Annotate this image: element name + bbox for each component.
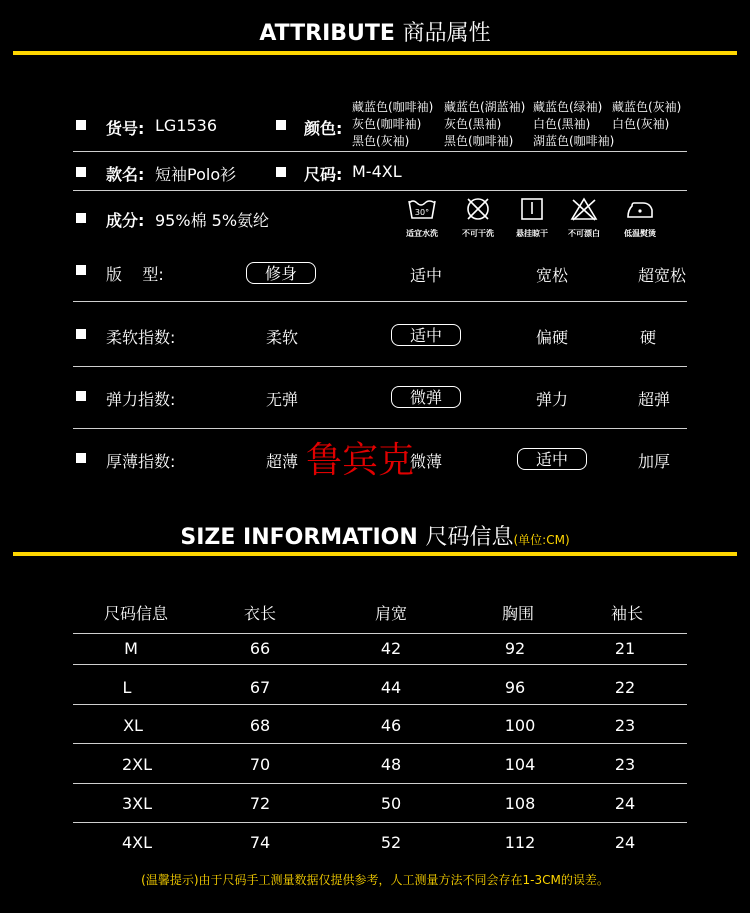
item-no-label: 货号: (106, 119, 145, 138)
table-cell: 21 (614, 639, 636, 658)
color-option: 白色(灰袖) (612, 117, 670, 131)
table-cell: 2XL (121, 755, 153, 774)
table-cell: 68 (249, 716, 271, 735)
softness-option-selected: 适中 (391, 324, 461, 346)
table-divider (73, 783, 687, 784)
care-label: 不可干洗 (462, 229, 494, 238)
size-header: 袖长 (610, 604, 643, 623)
elasticity-option: 超弹 (637, 390, 670, 409)
table-cell: 50 (380, 794, 402, 813)
thickness-option: 微薄 (409, 452, 442, 471)
table-divider (73, 743, 687, 744)
thickness-option: 超薄 (265, 452, 298, 471)
bullet (76, 167, 86, 177)
attribute-title-en: ATTRIBUTE (259, 21, 395, 46)
table-cell: 92 (504, 639, 526, 658)
color-option: 白色(黑袖) (533, 117, 591, 131)
bullet (276, 167, 286, 177)
table-cell: 42 (380, 639, 402, 658)
color-option: 黑色(咖啡袖) (444, 134, 514, 148)
row-divider (73, 366, 687, 367)
table-cell: 52 (380, 833, 402, 852)
table-cell: 4XL (121, 833, 153, 852)
bullet (76, 213, 86, 223)
fit-label: 版 型: (106, 265, 164, 284)
size-header: 尺码信息 (103, 604, 168, 623)
color-option: 黑色(灰袖) (352, 134, 410, 148)
table-divider (73, 664, 687, 665)
fit-option: 宽松 (535, 266, 568, 285)
elasticity-option: 无弹 (265, 390, 298, 409)
table-cell: L (122, 678, 132, 697)
table-cell: 112 (504, 833, 536, 852)
wash-30-icon (392, 196, 452, 224)
care-label: 低温熨烫 (624, 229, 656, 238)
care-label: 悬挂晾干 (516, 229, 548, 238)
hang-dry-icon (502, 196, 562, 224)
bullet (76, 391, 86, 401)
softness-option: 偏硬 (535, 328, 568, 347)
color-option: 湖蓝色(咖啡袖) (533, 134, 615, 148)
table-cell: 96 (504, 678, 526, 697)
size-divider (13, 552, 737, 556)
color-option: 灰色(咖啡袖) (352, 117, 422, 131)
size-header: 胸围 (501, 604, 534, 623)
size-info-unit: (单位:CM) (513, 533, 570, 547)
elasticity-option-selected: 微弹 (391, 386, 461, 408)
watermark: 鲁宾克 (306, 440, 415, 481)
bullet (276, 120, 286, 130)
size-label: 尺码: (304, 165, 343, 184)
fit-option: 适中 (409, 266, 442, 285)
color-option: 藏蓝色(灰袖) (612, 100, 682, 114)
table-cell: 108 (504, 794, 536, 813)
size-info-title-en: SIZE INFORMATION (180, 525, 418, 550)
size-header: 衣长 (243, 604, 276, 623)
table-cell: 3XL (121, 794, 153, 813)
elasticity-label: 弹力指数: (106, 390, 176, 409)
row-divider (73, 428, 687, 429)
table-cell: 72 (249, 794, 271, 813)
table-divider (73, 822, 687, 823)
table-cell: 24 (614, 794, 636, 813)
size-info-title-cn: 尺码信息 (425, 525, 514, 550)
table-cell: 23 (614, 716, 636, 735)
row-divider (73, 301, 687, 302)
color-option: 藏蓝色(绿袖) (533, 100, 603, 114)
color-label: 颜色: (304, 119, 343, 138)
table-cell: 44 (380, 678, 402, 697)
table-cell: 22 (614, 678, 636, 697)
row-divider (73, 151, 687, 152)
bullet (76, 453, 86, 463)
care-label: 不可漂白 (568, 229, 600, 238)
low-iron-icon (610, 196, 670, 224)
table-cell: 24 (614, 833, 636, 852)
fit-option: 超宽松 (637, 266, 686, 285)
color-option: 灰色(黑袖) (444, 117, 502, 131)
size-header: 肩宽 (374, 604, 407, 623)
size-info-title (0, 520, 750, 551)
table-divider (73, 704, 687, 705)
table-cell: 48 (380, 755, 402, 774)
table-cell: 70 (249, 755, 271, 774)
bullet (76, 329, 86, 339)
bullet (76, 265, 86, 275)
bullet (76, 120, 86, 130)
size-value: M-4XL (352, 162, 402, 181)
table-cell: XL (123, 716, 143, 735)
row-divider (73, 190, 687, 191)
material-label: 成分: (106, 211, 145, 230)
table-cell: M (124, 639, 138, 658)
table-cell: 46 (380, 716, 402, 735)
care-label: 适宜水洗 (406, 229, 438, 238)
attribute-title (0, 16, 750, 47)
no-dry-clean-icon (448, 196, 508, 224)
wash-temp-text: 30° (414, 208, 430, 217)
material-value: 95%棉 5%氨纶 (155, 211, 270, 230)
attribute-divider (13, 51, 737, 55)
style-label: 款名: (106, 165, 145, 184)
table-cell: 100 (504, 716, 536, 735)
table-cell: 67 (249, 678, 271, 697)
table-divider (73, 633, 687, 634)
softness-option: 硬 (639, 328, 656, 347)
table-cell: 104 (504, 755, 536, 774)
color-option: 藏蓝色(湖蓝袖) (444, 100, 526, 114)
table-cell: 23 (614, 755, 636, 774)
table-cell: 74 (249, 833, 271, 852)
color-option: 藏蓝色(咖啡袖) (352, 100, 434, 114)
item-no-value: LG1536 (155, 116, 218, 135)
style-value: 短袖Polo衫 (155, 165, 237, 184)
measurement-note: (温馨提示)由于尺码手工测量数据仅提供参考，人工测量方法不同会存在1-3CM的误差。 (141, 873, 609, 887)
thickness-option: 加厚 (637, 452, 670, 471)
softness-label: 柔软指数: (106, 328, 176, 347)
fit-option-selected: 修身 (246, 262, 316, 284)
softness-option: 柔软 (265, 328, 298, 347)
thickness-label: 厚薄指数: (106, 452, 176, 471)
table-cell: 66 (249, 639, 271, 658)
attribute-title-cn: 商品属性 (402, 21, 491, 46)
elasticity-option: 弹力 (535, 390, 568, 409)
no-bleach-icon (554, 196, 614, 224)
thickness-option-selected: 适中 (517, 448, 587, 470)
